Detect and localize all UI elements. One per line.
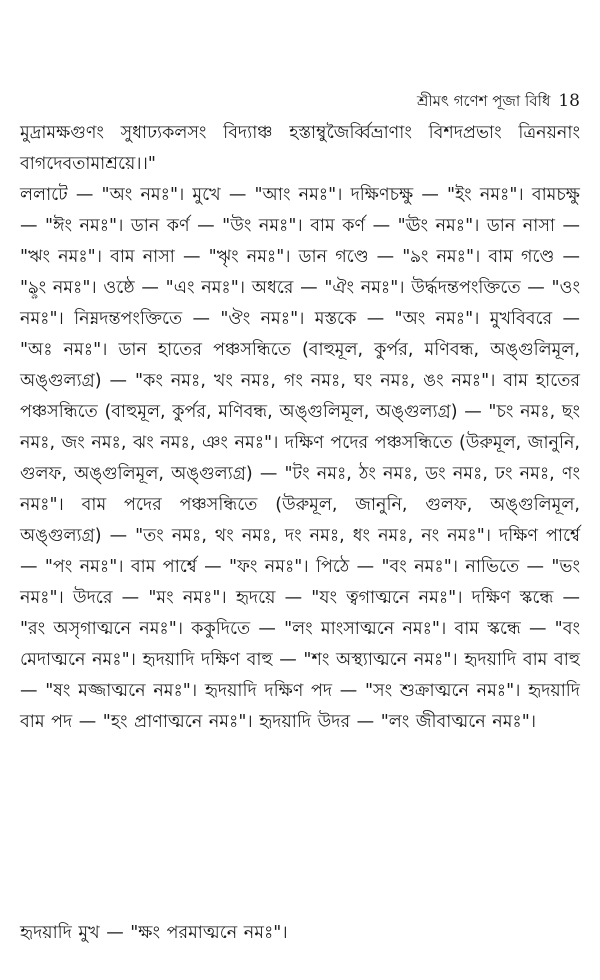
body-text	[20, 118, 580, 943]
header-title: শ্রীমৎ গণেশ পূজা বিধি	[417, 92, 551, 110]
paragraph-nyasa-mantras: ললাটে — "অং নমঃ"। মুখে — "আং নমঃ"। দক্ষিণচক্ষু — "ইং নমঃ"। বামচক্ষু — "ঈং নমঃ"। ডান কর্ণ — "উং নমঃ"। বাম কর্ণ — "ঊং নমঃ"। ডান নাসা — "ঋং নমঃ"। বাম নাসা — "ৠং নমঃ"। ডান গণ্ডে — "ঌং নমঃ"। বাম গণ্ডে — "ৡং নমঃ"। ওষ্ঠে — "এং নমঃ"। অধরে — "ঐং নমঃ"। উর্দ্ধদন্তপংক্তিতে — "ওং নমঃ"। নিম্নদন্তপংক্তিতে — "ঔং নমঃ"। মস্তকে — "অং নমঃ"। মুখবিবরে — "অঃ নমঃ"। ডান হাতের পঞ্চসন্ধিতে (বাহুমূল, কুর্পর, মণিবন্ধ, অঙ্গুলিমূল, অঙ্গুল্যগ্র) — "কং নমঃ, খং নমঃ, গং নমঃ, ঘং নমঃ, ঙং নমঃ"। বাম হাতের পঞ্চসন্ধিতে (বাহুমূল, কুর্পর, মণিবন্ধ, অঙ্গুলিমূল, অঙ্গুল্যগ্র) — "চং নমঃ, ছং নমঃ, জং নমঃ, ঝং নমঃ, ঞং নমঃ"। দক্ষিণ পদের পঞ্চসন্ধিতে (উরুমূল, জানুনি, গুলফ, অঙ্গুলিমূল, অঙ্গুল্যগ্র) — "টং নমঃ, ঠং নমঃ, ডং নমঃ, ঢং নমঃ, ণং নমঃ"। বাম পদের পঞ্চসন্ধিতে (উরুমূল, জানুনি, গুলফ, অঙ্গুলিমূল, অঙ্গুল্যগ্র) — "তং নমঃ, থং নমঃ, দং নমঃ, ধং নমঃ, নং নমঃ"। দক্ষিণ পার্শ্বে — "পং নমঃ"। বাম পার্শ্বে — "ফং নমঃ"। পিঠে — "বং নমঃ"। নাভিতে — "ভং নমঃ"। উদরে — "মং নমঃ"। হৃদয়ে — "যং ত্বগাত্মনে নমঃ"। দক্ষিণ স্কন্ধে — "রং অসৃগাত্মনে নমঃ"। ককুদিতে — "লং মাংসাত্মনে নমঃ"। বাম স্কন্ধে — "বং মেদাত্মনে নমঃ"। হৃদয়াদি দক্ষিণ বাহু — "শং অস্থ্যাত্মনে নমঃ"। হৃদয়াদি বাম বাহু — "ষং মজ্জাত্মনে নমঃ"। হৃদয়াদি দক্ষিণ পদ — "সং শুক্রাত্মনে নমঃ"। হৃদয়াদি বাম পদ — "হং প্রাণাত্মনে নমঃ"। হৃদয়াদি উদর — "লং জীবাত্মনে নমঃ"।	[20, 185, 580, 732]
page-number: 18	[558, 91, 580, 111]
running-header	[417, 90, 580, 112]
paragraph-closing-line: হৃদয়াদি মুখ — "ক্ষং পরমাত্মনে নমঃ"।	[20, 923, 288, 943]
paragraph-verse-ending: মুদ্রামক্ষগুণং সুধাঢ্যকলসং বিদ্যাঞ্চ হস্তাম্বুজৈর্ব্বিভ্রাণাং বিশদপ্রভাং ত্রিনয়নাং বাগদেবতামাশ্রয়ে।।"	[20, 123, 580, 174]
